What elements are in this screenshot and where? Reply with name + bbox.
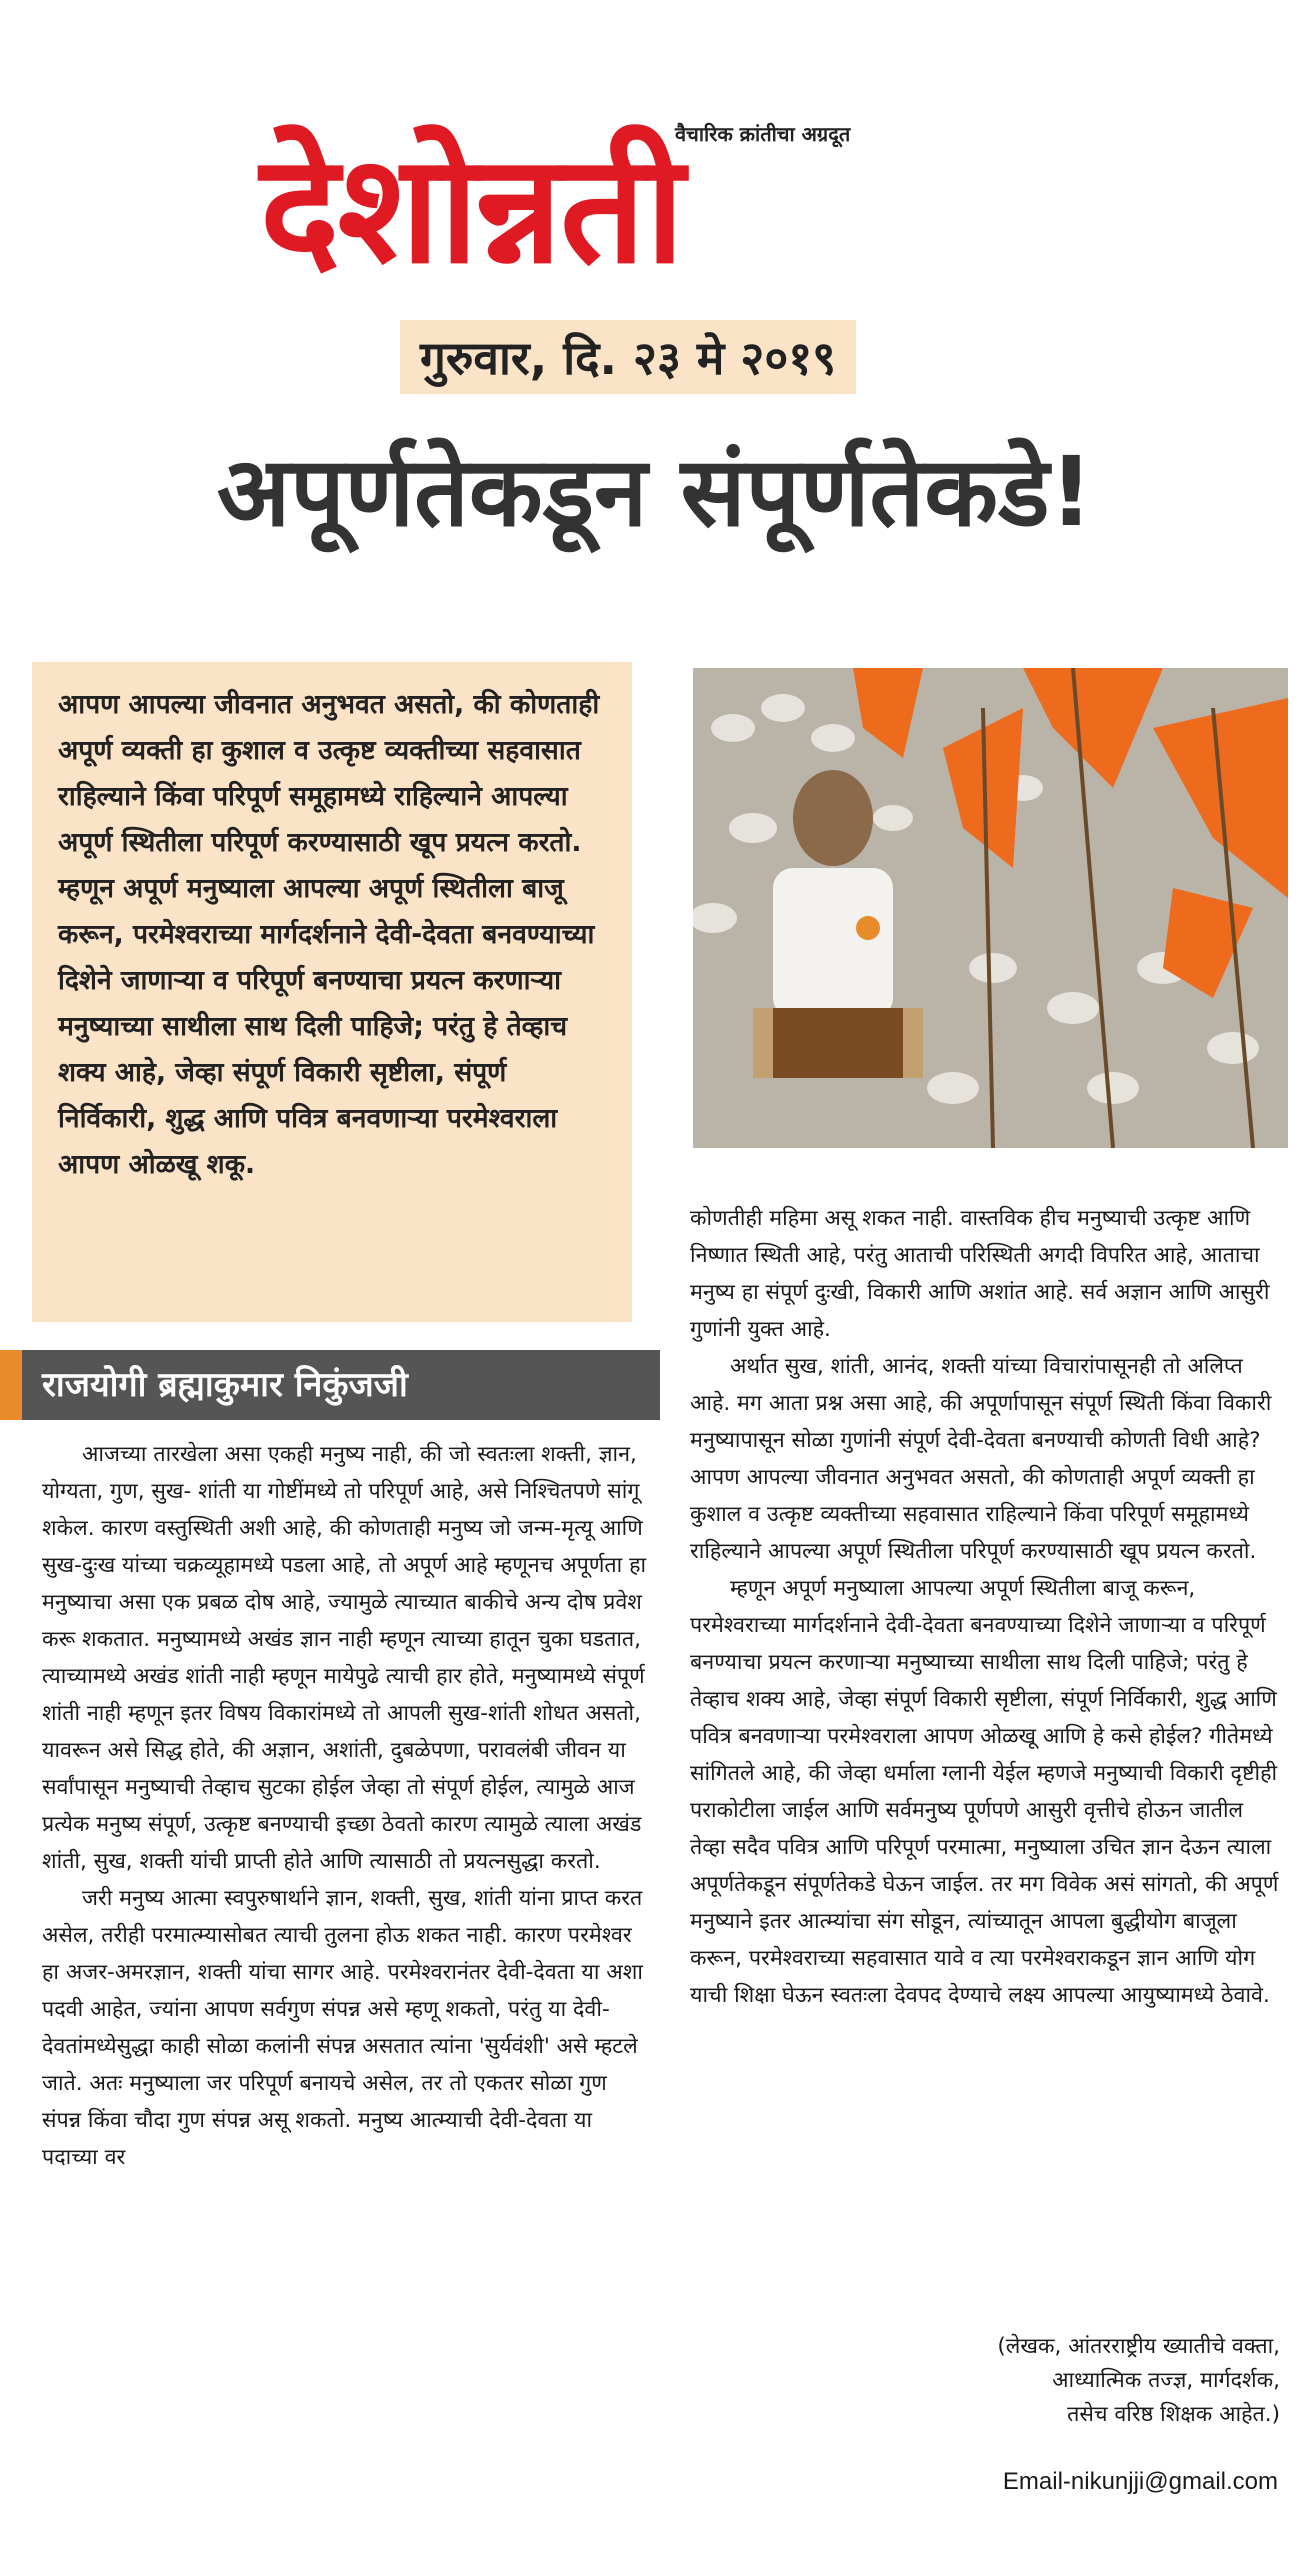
procession-photo-icon	[693, 668, 1288, 1148]
article-right-column	[690, 1200, 1280, 2014]
author-note-line: (लेखक, आंतरराष्ट्रीय ख्यातीचे वक्ता,	[997, 2334, 1280, 2359]
body-paragraph: कोणतीही महिमा असू शकत नाही. वास्तविक हीच मनुष्याची उत्कृष्ट आणि निष्णात स्थिती आहे, परंतु आताची परिस्थिती अगदी विपरित आहे, आताचा मनुष्य हा संपूर्ण दुःखी, विकारी आणि अशांत आहे. सर्व अज्ञान आणि आसुरी गुणांनी युक्त आहे.	[690, 1206, 1270, 1342]
body-paragraph: अर्थात सुख, शांती, आनंद, शक्ती यांच्या विचारांपासूनही तो अलिप्त आहे. मग आता प्रश्न असा आहे, की अपूर्णापासून संपूर्ण स्थिती किंवा विकारी मनुष्यापासून सोळा गुणांनी संपूर्ण देवी-देवता बनण्याची कोणती विधी आहे? आपण आपल्या जीवनात अनुभवत असतो, की कोणताही अपूर्ण व्यक्ती हा कुशाल व उत्कृष्ट व्यक्तीच्या सहवासात राहिल्याने किंवा परिपूर्ण समूहामध्ये राहिल्याने आपल्या अपूर्ण स्थितीला परिपूर्ण करण्यासाठी खूप प्रयत्न करतो.	[690, 1354, 1272, 1564]
author-note-line: आध्यात्मिक तज्ज्ञ, मार्गदर्शक,	[1052, 2368, 1280, 2393]
body-paragraph: जरी मनुष्य आत्मा स्वपुरुषार्थाने ज्ञान, शक्ती, सुख, शांती यांना प्राप्त करत असेल, तरीही परमात्म्यासोबत त्याची तुलना होऊ शकत नाही. कारण परमेश्वर हा अजर-अमरज्ञान, शक्ती यांचा सागर आहे. परमेश्वरानंतर देवी-देवता या अशा पदवी आहेत, ज्यांना आपण सर्वगुण संपन्न असे म्हणू शकतो, परंतु या देवी-देवतांमध्येसुद्धा काही सोळा कलांनी संपन्न असतात त्यांना 'सुर्यवंशी' असे म्हटले जाते. अतः मनुष्याला जर परिपूर्ण बनायचे असेल, तर तो एकतर सोळा गुण संपन्न किंवा चौदा गुण संपन्न असू शकतो. मनुष्य आत्म्याची देवी-देवता या पदाच्या वर	[42, 1886, 643, 2170]
body-paragraph: आजच्या तारखेला असा एकही मनुष्य नाही, की जो स्वतःला शक्ती, ज्ञान, योग्यता, गुण, सुख- शांती या गोष्टींमध्ये तो परिपूर्ण आहे, असे निश्चितपणे सांगू शकेल. कारण वस्तुस्थिती अशी आहे, की कोणताही मनुष्य जो जन्म-मृत्यू आणि सुख-दुःख यांच्या चक्रव्यूहामध्ये पडला आहे, तो अपूर्ण आहे म्हणूनच अपूर्णता हा मनुष्याचा असा एक प्रबळ दोष आहे, ज्यामुळे त्याच्यात बाकीचे अन्य दोष प्रवेश करू शकतात. मनुष्यामध्ये अखंड ज्ञान नाही म्हणून त्याच्या हातून चुका घडतात, त्याच्यामध्ये अखंड शांती नाही म्हणून मायेपुढे त्याची हार होते, मनुष्यामध्ये संपूर्ण शांती नाही म्हणून इतर विषय विकारांमध्ये तो आपली सुख-शांती शोधत असतो, यावरून असे सिद्ध होते, की अज्ञान, अशांती, दुबळेपणा, परावलंबी जीवन या सर्वांपासून मनुष्याची तेव्हाच सुटका होईल जेव्हा तो संपूर्ण होईल, त्यामुळे आज प्रत्येक मनुष्य संपूर्ण, उत्कृष्ट बनण्याची इच्छा ठेवतो कारण त्यामुळे त्याला अखंड शांती, सुख, शक्ती यांची प्राप्ती होते आणि त्यासाठी तो प्रयत्नसुद्धा करतो.	[42, 1442, 647, 1874]
issue-date: गुरुवार, दि. २३ मे २०१९	[400, 320, 856, 394]
article-left-column	[42, 1436, 647, 2176]
author-byline: राजयोगी ब्रह्माकुमार निकुंजजी	[0, 1350, 660, 1420]
masthead-logo: देशोन्नती	[260, 123, 683, 297]
body-paragraph: म्हणून अपूर्ण मनुष्याला आपल्या अपूर्ण स्थितीला बाजू करून, परमेश्वराच्या मार्गदर्शनाने देवी-देवता बनवण्याच्या दिशेने जाणाऱ्या व परिपूर्ण बनण्याचा प्रयत्न करणाऱ्या मनुष्याच्या साथीला साथ दिली पाहिजे; परंतु हे तेव्हाच शक्य आहे, जेव्हा संपूर्ण विकारी सृष्टीला, संपूर्ण निर्विकारी, शुद्ध आणि पवित्र बनवणाऱ्या परमेश्वराला आपण ओळखू आणि हे कसे होईल? गीतेमध्ये सांगितले आहे, की जेव्हा धर्माला ग्लानी येईल म्हणजे मनुष्याची विकारी दृष्टीही पराकोटीला जाईल आणि सर्वमनुष्य पूर्णपणे आसुरी वृत्तीचे होऊन जातील तेव्हा सदैव पवित्र आणि परिपूर्ण परमात्मा, मनुष्याला उचित ज्ञान देऊन त्याला अपूर्णतेकडून संपूर्णतेकडे घेऊन जाईल. तर मग विवेक असं सांगतो, की अपूर्ण मनुष्याने इतर आत्म्यांचा संग सोडून, त्यांच्यातून आपला बुद्धीयोग बाजूला करून, परमेश्वराच्या सहवासात यावे व त्या परमेश्वराकडून ज्ञान आणि योग याची शिक्षा घेऊन स्वतःला देवपद देण्याचे लक्ष्य आपल्या आयुष्यामध्ये ठेवावे.	[690, 1576, 1279, 2008]
procession-photo	[693, 668, 1288, 1148]
article-headline: अपूर्णतेकडून संपूर्णतेकडे!	[216, 436, 1094, 548]
intro-box: आपण आपल्या जीवनात अनुभवत असतो, की कोणताही अपूर्ण व्यक्ती हा कुशाल व उत्कृष्ट व्यक्तीच्या सहवासात राहिल्याने किंवा परिपूर्ण समूहामध्ये राहिल्याने आपल्या अपूर्ण स्थितीला परिपूर्ण करण्यासाठी खूप प्रयत्न करतो. म्हणून अपूर्ण मनुष्याला आपल्या अपूर्ण स्थितीला बाजू करून, परमेश्वराच्या मार्गदर्शनाने देवी-देवता बनवण्याच्या दिशेने जाणाऱ्या व परिपूर्ण बनण्याचा प्रयत्न करणाऱ्या मनुष्याच्या साथीला साथ दिली पाहिजे; परंतु हे तेव्हाच शक्य आहे, जेव्हा संपूर्ण विकारी सृष्टीला, संपूर्ण निर्विकारी, शुद्ध आणि पवित्र बनवणाऱ्या परमेश्वराला आपण ओळखू शकू.	[32, 662, 632, 1322]
author-note	[760, 2330, 1280, 2432]
author-note-line: तसेच वरिष्ठ शिक्षक आहेत.)	[1067, 2402, 1280, 2427]
author-email: Email-nikunjji@gmail.com	[1002, 2468, 1278, 2495]
masthead-tagline: वैचारिक क्रांतीचा अग्रदूत	[675, 122, 851, 146]
